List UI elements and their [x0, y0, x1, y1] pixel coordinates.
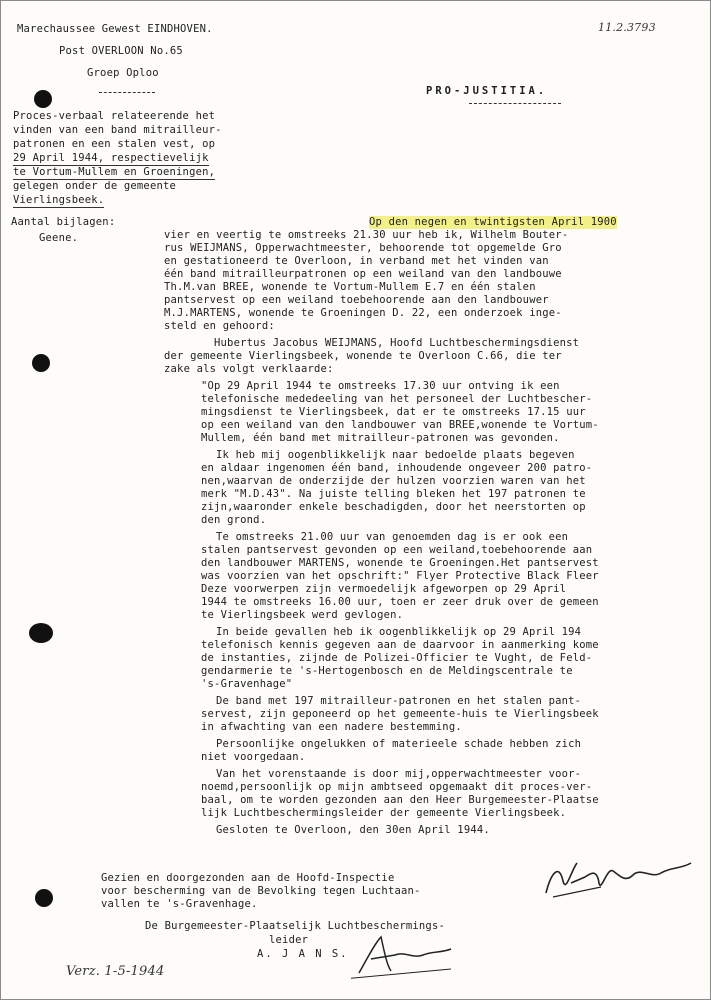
footer-line: De Burgemeester-Plaatselijk Luchtbeschermings-	[145, 920, 445, 932]
body-line: één band mitrailleurpatronen op een weiland van den landbouwe	[164, 268, 562, 280]
body-line: steld en gehoord:	[164, 320, 275, 332]
body-line: Te omstreeks 21.00 uur van genoemden dag is er ook een	[216, 531, 569, 543]
body-line: Th.M.van BREE, wonende te Vortum-Mullem E.7 en één stalen	[164, 281, 536, 293]
body-line: lijk Luchtbeschermingsleider der gemeente Vierlingsbeek.	[201, 807, 567, 819]
body-line: de instanties, zijnde de Polizei-Officier te Vught, de Feld-	[201, 652, 593, 664]
body-line: servest, zijn geponeerd op het gemeente-huis te Vierlingsbeek	[201, 708, 599, 720]
body-line: 's-Gravenhage"	[201, 678, 293, 690]
body-line: was voorzien van het opschrift:" Flyer Protective Black Fleer	[201, 570, 599, 582]
footer-line: leider	[269, 934, 309, 946]
body-line: vier en veertig te omstreeks 21.30 uur heb ik, Wilhelm Bouter-	[164, 229, 569, 241]
subject-line: patronen en een stalen vest, op	[13, 138, 216, 150]
body-line: Ik heb mij oogenblikkelijk naar bedoelde plaats begeven	[216, 449, 575, 461]
body-line: nen,waarvan de onderzijde der hulzen voorzien waren van het	[201, 475, 586, 487]
body-line: Deze voorwerpen zijn vermoedelijk afgeworpen op 29 April	[201, 583, 567, 595]
subject-line: 29 April 1944, respectievelijk	[13, 152, 209, 164]
body-line: rus WEIJMANS, Opperwachtmeester, behoorende tot opgemelde Gro	[164, 242, 562, 254]
body-line: noemd,persoonlijk op mijn ambtseed opgemaakt dit proces-ver-	[201, 781, 593, 793]
header-line-3: Groep Oploo	[87, 67, 159, 79]
punch-hole	[35, 889, 53, 907]
body-line: in afwachting van een nadere bestemming.	[201, 721, 462, 733]
body-line: pantservest op een weiland toebehoorende aan den landbouwer	[164, 294, 549, 306]
pro-justitia-rule	[469, 103, 561, 104]
punch-hole	[32, 354, 50, 372]
subject-line: te Vortum-Mullem en Groeningen,	[13, 166, 216, 178]
punch-hole	[34, 90, 52, 108]
footer-line: voor bescherming van de Bevolking tegen Luchtaan-	[101, 885, 421, 897]
body-line: Op den negen en twintigsten April 1900	[369, 216, 617, 228]
body-line: te Vierlingsbeek werd gevlogen.	[201, 609, 404, 621]
body-line: De band met 197 mitrailleur-patronen en het stalen pant-	[216, 695, 582, 707]
body-line: en gestationeerd te Overloon, in verband met het vinden van	[164, 255, 549, 267]
archive-reference: 11.2.3793	[598, 21, 656, 34]
punch-hole	[29, 623, 53, 643]
body-line: Mullem, één band met mitrailleur-patronen was gevonden.	[201, 432, 560, 444]
pro-justitia-title: PRO-JUSTITIA.	[426, 85, 548, 97]
body-line: telefonische mededeeling van het personeel der Luchtbescher-	[201, 393, 593, 405]
body-line: M.J.MARTENS, wonende te Groeningen D. 22, een onderzoek inge-	[164, 307, 562, 319]
subject-line: Proces-verbaal relateerende het	[13, 110, 216, 122]
body-line: mingsdienst te Vierlingsbeek, dat er te omstreeks 17.15 uur	[201, 406, 586, 418]
attachments-value: Geene.	[39, 232, 79, 244]
footer-line: A. J A N S.	[257, 948, 349, 960]
subject-line: Vierlingsbeek.	[13, 194, 105, 206]
body-line: "Op 29 April 1944 te omstreeks 17.30 uur ontving ik een	[201, 380, 560, 392]
mayor-signature	[351, 929, 461, 983]
subject-line: gelegen onder de gemeente	[13, 180, 177, 192]
footer-line: Gezien en doorgezonden aan de Hoofd-Inspectie	[101, 872, 395, 884]
body-line: In beide gevallen heb ik oogenblikkelijk op 29 April 194	[216, 626, 582, 638]
body-line: telefonisch kennis gegeven aan de daarvoor in aanmerking kome	[201, 639, 599, 651]
body-line: baal, om te worden gezonden aan den Heer Burgemeester-Plaatse	[201, 794, 599, 806]
attachments-label: Aantal bijlagen:	[11, 216, 116, 228]
header-line-1: Marechaussee Gewest EINDHOVEN.	[17, 23, 213, 35]
body-line: den grond.	[201, 514, 267, 526]
officer-signature	[541, 853, 696, 901]
body-line: 1944 te omstreeks 16.00 uur, toen er zeer druk over de gemeen	[201, 596, 599, 608]
header-line-2: Post OVERLOON No.65	[59, 45, 183, 57]
body-line: merk "M.D.43". Na juiste telling bleken het 197 patronen te	[201, 488, 586, 500]
handwritten-date: Verz. 1-5-1944	[66, 964, 165, 979]
body-line: Persoonlijke ongelukken of materieele schade hebben zich	[216, 738, 582, 750]
body-line: gendarmerie te 's-Hertogenbosch en de Meldingscentrale te	[201, 665, 573, 677]
body-line: zijn,waaronder enkele beschadigden, door het neerstorten op	[201, 501, 586, 513]
subject-line: vinden van een band mitrailleur-	[13, 124, 222, 136]
body-line: den landbouwer MARTENS, wonende te Groeningen.Het pantservest	[201, 557, 599, 569]
footer-line: vallen te 's-Gravenhage.	[101, 898, 258, 910]
body-line: Gesloten te Overloon, den 30en April 1944.	[216, 824, 490, 836]
body-line: op een weiland van den landbouwer van BREE,wonende te Vortum-	[201, 419, 599, 431]
body-line: niet voorgedaan.	[201, 751, 306, 763]
body-line: Hubertus Jacobus WEIJMANS, Hoofd Luchtbeschermingsdienst	[214, 337, 580, 349]
body-line: en aldaar ingenomen één band, inhoudende ongeveer 200 patro-	[201, 462, 593, 474]
body-line: zake als volgt verklaarde:	[164, 363, 334, 375]
body-line: der gemeente Vierlingsbeek, wonende te Overloon C.66, die ter	[164, 350, 562, 362]
body-line: Van het vorenstaande is door mij,opperwachtmeester voor-	[216, 768, 582, 780]
header-rule	[99, 92, 155, 93]
body-line: stalen pantservest gevonden op een weiland,toebehoorende aan	[201, 544, 593, 556]
